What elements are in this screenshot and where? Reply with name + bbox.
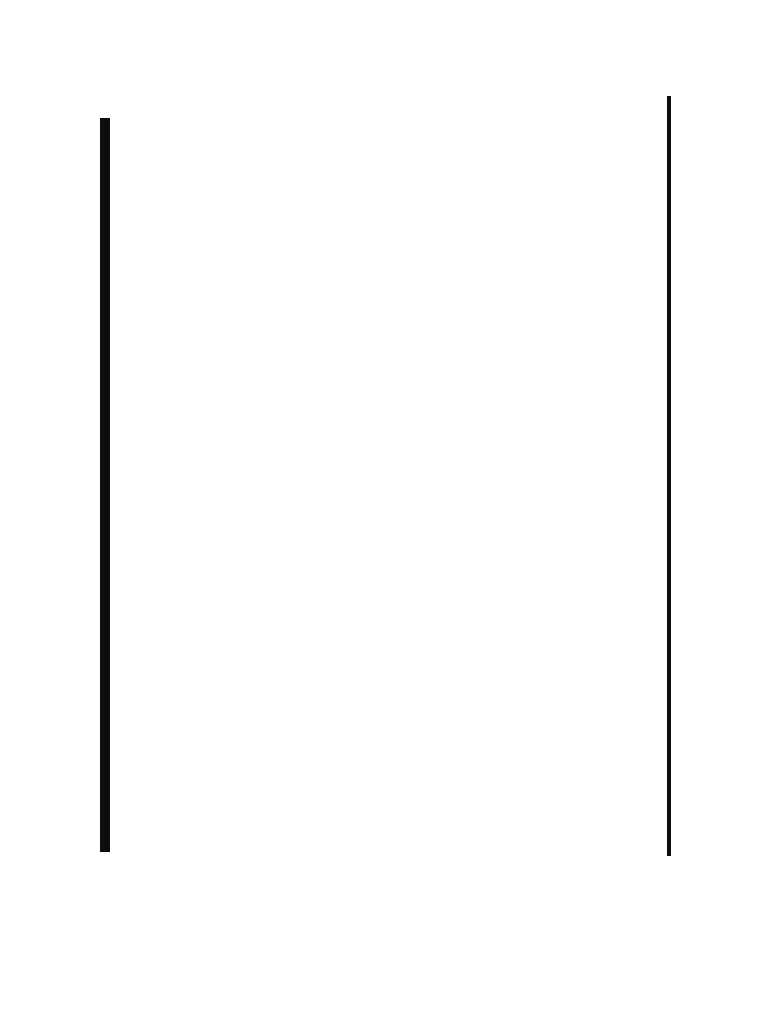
subsection-heading (140, 476, 656, 494)
scan-edge-right (667, 96, 671, 856)
paragraph-1 (140, 226, 656, 364)
chapter-heading (140, 128, 656, 146)
paragraph-4 (140, 634, 656, 858)
scan-edge-left (100, 118, 110, 852)
section-title (140, 158, 656, 176)
paragraph-2 (140, 380, 656, 466)
document-page (140, 118, 656, 858)
paragraph-3 (140, 516, 656, 622)
